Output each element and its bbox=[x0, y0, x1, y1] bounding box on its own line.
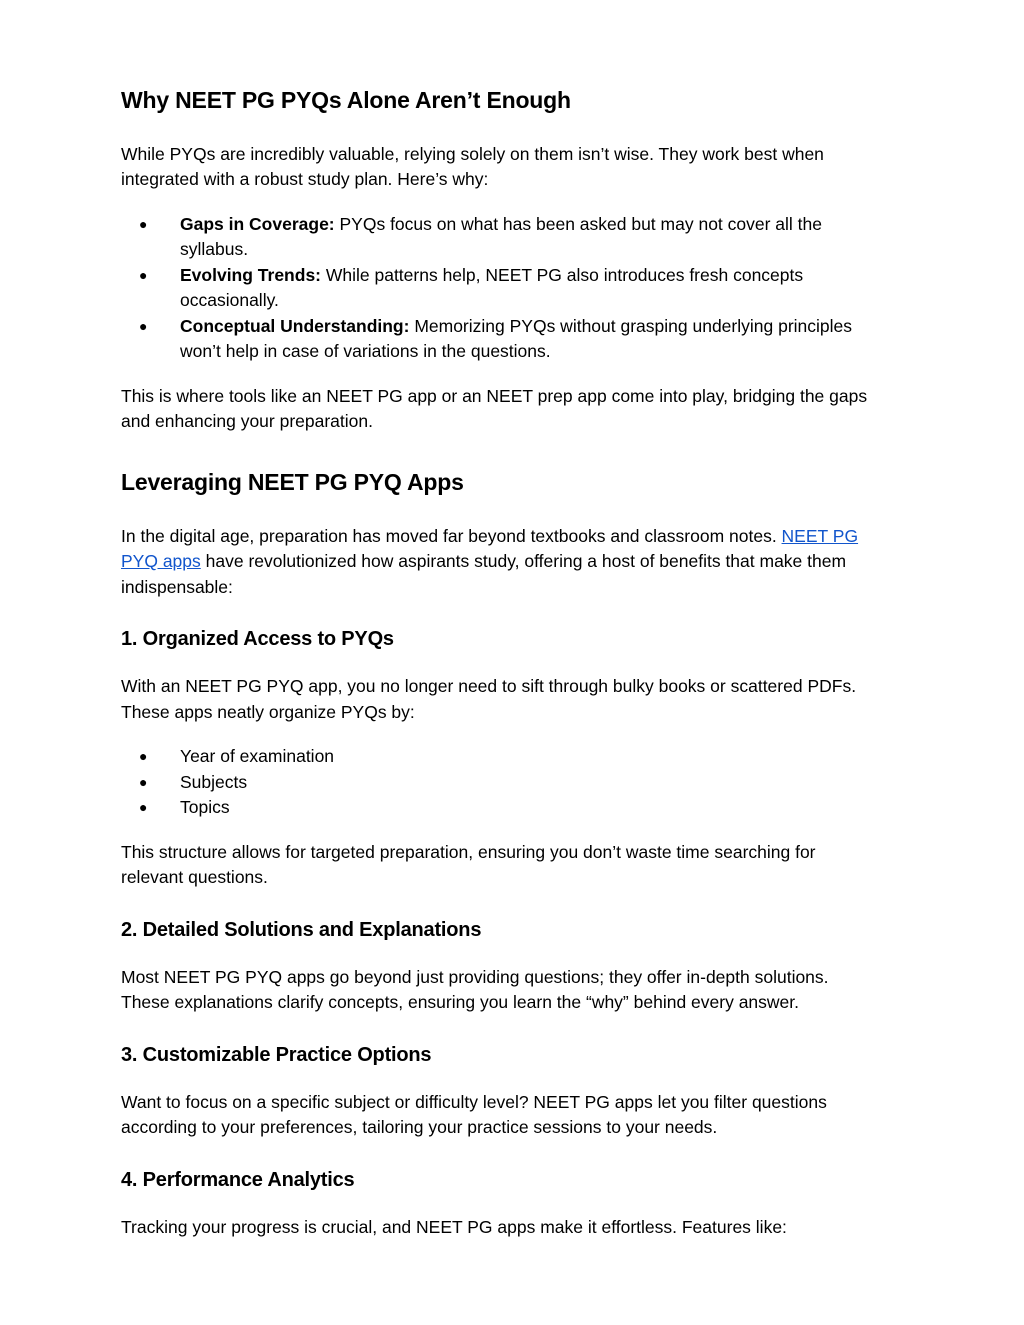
text-line: These apps neatly organize PYQs by: bbox=[121, 701, 415, 722]
text-line: Tracking your progress is crucial, and NEET PG apps make it effortless. Features like: bbox=[121, 1216, 787, 1237]
paragraph-intro bbox=[121, 142, 901, 193]
paragraph-structure bbox=[121, 840, 901, 891]
bullet-icon: ● bbox=[139, 748, 148, 765]
list-item bbox=[121, 263, 901, 314]
paragraph-organized-access bbox=[121, 674, 901, 725]
list-item bbox=[121, 770, 901, 796]
bullet-icon: ● bbox=[139, 317, 148, 334]
bullet-list-organize-by bbox=[121, 744, 901, 821]
text-line: Want to focus on a specific subject or difficulty level? NEET PG apps let you filter questions bbox=[121, 1091, 827, 1112]
list-item bbox=[121, 795, 901, 821]
text-line: PYQs focus on what has been asked but may not cover all the bbox=[334, 213, 823, 234]
text-line: indispensable: bbox=[121, 576, 233, 597]
list-item-text: Topics bbox=[180, 797, 230, 818]
bold-term: Evolving Trends: bbox=[180, 264, 321, 285]
bold-term: Gaps in Coverage: bbox=[180, 213, 335, 234]
subheading-customizable-practice: 3. Customizable Practice Options bbox=[121, 1043, 432, 1066]
document-page bbox=[121, 86, 901, 1240]
text-line: Memorizing PYQs without grasping underlying principles bbox=[409, 315, 853, 336]
text-line: This structure allows for targeted preparation, ensuring you don’t waste time searching for bbox=[121, 841, 816, 862]
neet-pg-pyq-apps-link[interactable]: NEET PG PYQ apps bbox=[121, 525, 859, 572]
subheading-organized-access: 1. Organized Access to PYQs bbox=[121, 628, 394, 651]
text-line: relevant questions. bbox=[121, 867, 268, 888]
subheading-performance-analytics: 4. Performance Analytics bbox=[121, 1168, 355, 1191]
list-item-text: Year of examination bbox=[180, 746, 335, 767]
section-heading-why-pyqs-not-enough: Why NEET PG PYQs Alone Aren’t Enough bbox=[121, 87, 571, 113]
list-item bbox=[121, 212, 901, 263]
list-item bbox=[121, 744, 901, 770]
list-item-text: Subjects bbox=[180, 771, 248, 792]
text-line: occasionally. bbox=[180, 290, 279, 311]
paragraph-performance-analytics bbox=[121, 1215, 901, 1241]
text-line: In the digital age, preparation has moved far beyond textbooks and classroom notes. bbox=[121, 525, 782, 546]
paragraph-outro bbox=[121, 384, 901, 435]
text-line: While PYQs are incredibly valuable, relying solely on them isn’t wise. They work best when bbox=[121, 143, 824, 164]
paragraph-digital-age bbox=[121, 524, 901, 601]
text-line: syllabus. bbox=[180, 239, 249, 260]
bullet-icon: ● bbox=[139, 215, 148, 232]
text-line: This is where tools like an NEET PG app or an NEET prep app come into play, bridging the gaps bbox=[121, 385, 868, 406]
paragraph-detailed-solutions bbox=[121, 965, 901, 1016]
list-item bbox=[121, 314, 901, 365]
text-line: integrated with a robust study plan. Here’s why: bbox=[121, 169, 489, 190]
bullet-icon: ● bbox=[139, 773, 148, 790]
bold-term: Conceptual Understanding: bbox=[180, 315, 410, 336]
bullet-icon: ● bbox=[139, 266, 148, 283]
text-line: and enhancing your preparation. bbox=[121, 411, 373, 432]
text-line: according to your preferences, tailoring your practice sessions to your needs. bbox=[121, 1117, 718, 1138]
text-line: have revolutionized how aspirants study, offering a host of benefits that make them bbox=[200, 551, 847, 572]
text-line: While patterns help, NEET PG also introduces fresh concepts bbox=[321, 264, 804, 285]
text-line: Most NEET PG PYQ apps go beyond just providing questions; they offer in-depth solutions. bbox=[121, 966, 829, 987]
text-line: With an NEET PG PYQ app, you no longer need to sift through bulky books or scattered PDFs. bbox=[121, 676, 857, 697]
bullet-icon: ● bbox=[139, 799, 148, 816]
text-line: These explanations clarify concepts, ensuring you learn the “why” behind every answer. bbox=[121, 992, 800, 1013]
bullet-list-reasons bbox=[121, 212, 901, 365]
subheading-detailed-solutions: 2. Detailed Solutions and Explanations bbox=[121, 918, 482, 941]
section-heading-leveraging-apps: Leveraging NEET PG PYQ Apps bbox=[121, 468, 464, 495]
paragraph-customizable-practice bbox=[121, 1090, 901, 1141]
text-line: won’t help in case of variations in the questions. bbox=[180, 341, 551, 362]
